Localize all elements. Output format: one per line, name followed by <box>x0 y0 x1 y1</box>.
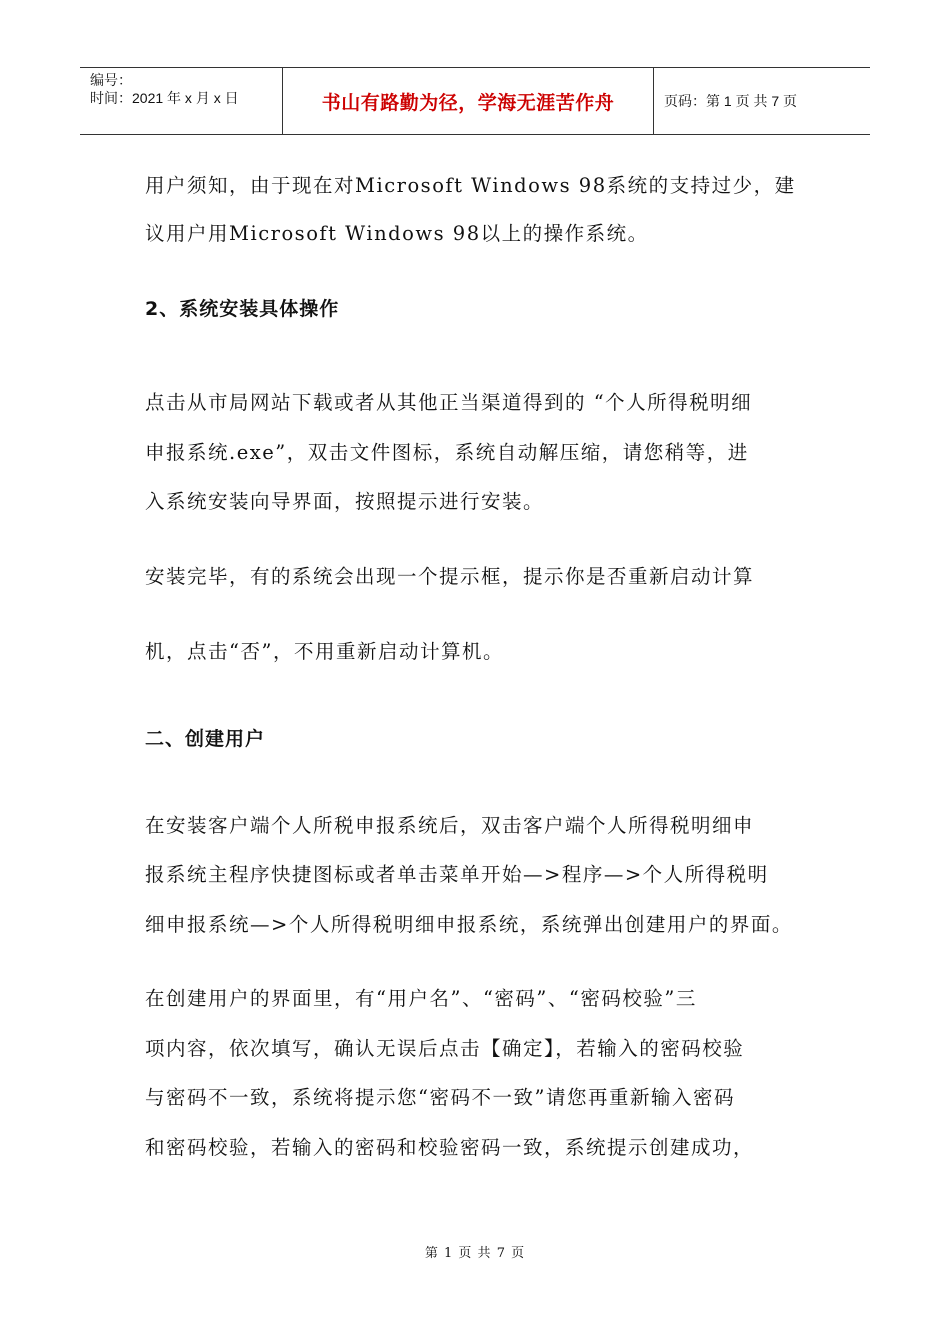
paragraph-line: 机，点击“否”，不用重新启动计算机。 <box>145 640 504 663</box>
paragraph-line: 点击从市局网站下载或者从其他正当渠道得到的 “个人所得税明细 <box>145 391 753 414</box>
paragraph-line: 与密码不一致，系统将提示您“密码不一致”请您再重新输入密码 <box>145 1086 735 1109</box>
paragraph-line: 细申报系统—>个人所得税明细申报系统，系统弹出创建用户的界面。 <box>145 913 793 936</box>
header-motto: 书山有路勤为径，学海无涯苦作舟 <box>282 68 654 134</box>
paragraph-line: 在安装客户端个人所税申报系统后，双击客户端个人所得税明细申 <box>145 814 755 837</box>
header-page-info: 页码：第 1 页 共 7 页 <box>664 93 798 109</box>
paragraph-line: 议用户用Microsoft Windows 98以上的操作系统。 <box>145 222 649 245</box>
section-heading-create-user: 二、创建用户 <box>145 728 266 750</box>
date-label: 时间：2021 年 x 月 x 日 <box>90 90 239 106</box>
page-footer: 第 1 页 共 7 页 <box>424 1246 526 1261</box>
paragraph-line: 和密码校验，若输入的密码和校验密码一致，系统提示创建成功， <box>145 1136 755 1159</box>
paragraph-line: 申报系统.exe”，双击文件图标，系统自动解压缩，请您稍等，进 <box>145 441 749 464</box>
header-meta <box>80 68 282 134</box>
paragraph-line: 安装完毕，有的系统会出现一个提示框，提示你是否重新启动计算 <box>145 565 755 588</box>
paragraph-line: 项内容，依次填写，确认无误后点击【确定】，若输入的密码校验 <box>145 1037 745 1060</box>
section-heading-install: 2、系统安装具体操作 <box>145 298 340 320</box>
document-header <box>80 67 870 135</box>
paragraph-line: 在创建用户的界面里，有“用户名”、“密码”、“密码校验”三 <box>145 987 697 1010</box>
paragraph-line: 用户须知，由于现在对Microsoft Windows 98系统的支持过少，建 <box>145 174 796 197</box>
paragraph-line: 入系统安装向导界面，按照提示进行安装。 <box>145 490 545 513</box>
serial-number-label: 编号： <box>90 72 132 88</box>
paragraph-line: 报系统主程序快捷图标或者单击菜单开始—>程序—>个人所得税明 <box>145 863 769 886</box>
